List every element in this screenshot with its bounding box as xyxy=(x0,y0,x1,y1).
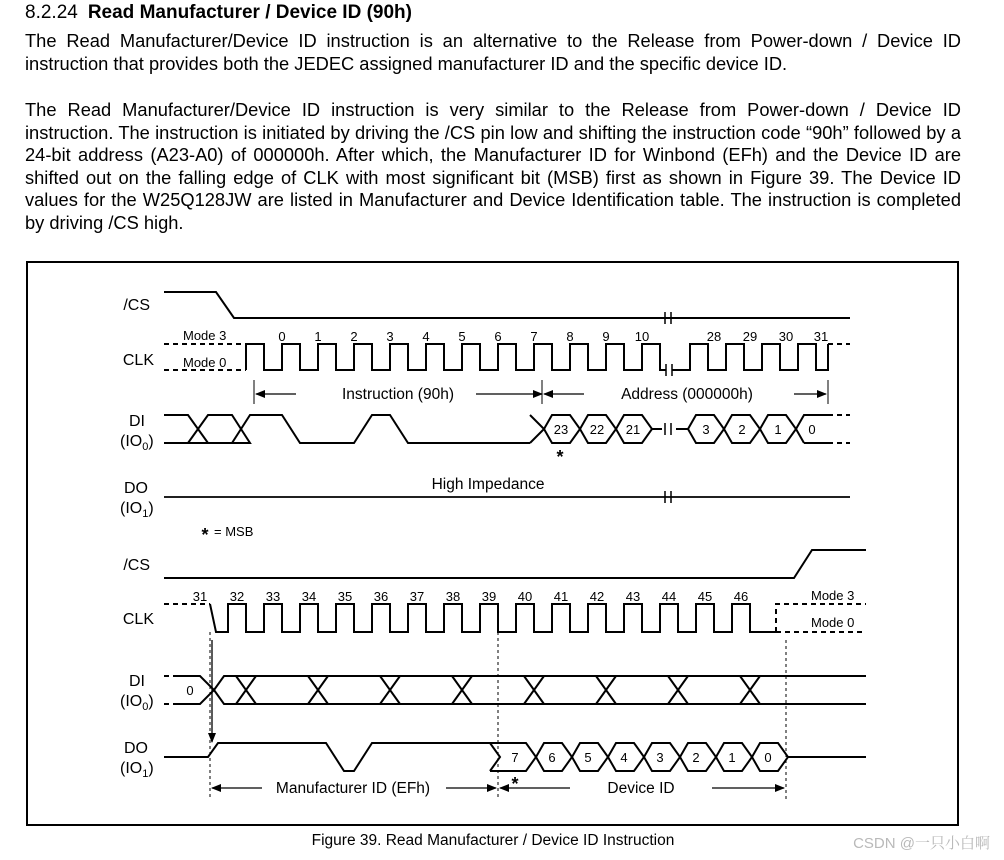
do-bit-value: 1 xyxy=(728,750,736,765)
label-clk-top: CLK xyxy=(122,352,154,369)
clock-number-bottom: 40 xyxy=(517,589,533,604)
mode3-label-bottom: Mode 3 xyxy=(811,588,855,603)
clock-number-bottom: 35 xyxy=(337,589,353,604)
di-top-address-start xyxy=(164,415,545,443)
di-top-dont-care xyxy=(164,415,530,443)
label-cs-top: /CS xyxy=(123,297,150,314)
paragraph-1: The Read Manufacturer/Device ID instruction is an alternative to the Release from Power-down / Device ID instruction that provides both the JEDEC assigned manufacturer ID and the specific device ID. xyxy=(25,30,961,74)
clock-number-top: 2 xyxy=(350,329,358,344)
clock-number-top: 28 xyxy=(706,329,722,344)
clock-number-top: 7 xyxy=(530,329,538,344)
label-cs-bottom: /CS xyxy=(123,557,150,574)
device-id-label: Device ID xyxy=(607,780,675,797)
watermark: CSDN @一只小白啊 xyxy=(853,835,990,852)
clock-number-bottom: 33 xyxy=(265,589,281,604)
clock-number-bottom: 32 xyxy=(229,589,245,604)
clock-number-bottom: 39 xyxy=(481,589,497,604)
di-top-address-cells xyxy=(530,415,828,443)
clock-number-top: 3 xyxy=(386,329,394,344)
label-di-bottom: DI xyxy=(129,673,145,690)
clk-top-waveform-b xyxy=(672,344,828,370)
di-bottom-lead-dashed xyxy=(164,676,178,704)
di-bit-value: 2 xyxy=(738,422,746,437)
di-bit-value: 0 xyxy=(808,422,816,437)
clock-number-bottom: 42 xyxy=(589,589,605,604)
label-do-top: DO xyxy=(124,480,148,497)
clock-number-bottom: 34 xyxy=(301,589,317,604)
instruction-label: Instruction (90h) xyxy=(342,386,454,403)
do-bottom-id-cells xyxy=(490,743,866,771)
break-mark-di xyxy=(665,423,671,435)
cs-bottom-waveform xyxy=(164,550,866,578)
break-mark-clk xyxy=(666,364,672,376)
clk-bottom-waveform xyxy=(210,604,776,632)
clock-number-top: 1 xyxy=(314,329,322,344)
section-number: 8.2.24 xyxy=(25,2,78,23)
di-bottom-waveform xyxy=(178,676,866,704)
label-clk-bottom: CLK xyxy=(122,611,154,628)
label-do-bottom: DO xyxy=(124,740,148,757)
di-bottom-bit-value: 0 xyxy=(186,683,194,698)
address-label: Address (000000h) xyxy=(621,386,753,403)
label-do-bottom-sub: $(IO_1)$ xyxy=(120,760,154,780)
clock-number-top: 31 xyxy=(813,329,829,344)
figure-caption: Figure 39. Read Manufacturer / Device ID Instruction xyxy=(311,832,675,849)
clock-number-bottom: 31 xyxy=(192,589,208,604)
cs-top-waveform xyxy=(164,292,850,318)
di-bit-value: 23 xyxy=(553,422,569,437)
clock-number-bottom: 38 xyxy=(445,589,461,604)
mode0-label-bottom: Mode 0 xyxy=(811,615,855,630)
do-bit-value: 7 xyxy=(511,750,519,765)
clock-number-top: 0 xyxy=(278,329,286,344)
do-bit-value: 3 xyxy=(656,750,664,765)
label-di-top-sub: $(IO_0)$ xyxy=(120,433,154,453)
mode3-label-top: Mode 3 xyxy=(183,328,227,343)
msb-star-top: * xyxy=(556,447,564,467)
clock-number-bottom: 36 xyxy=(373,589,389,604)
clock-number-bottom: 37 xyxy=(409,589,425,604)
clock-number-bottom: 41 xyxy=(553,589,569,604)
clock-number-bottom: 46 xyxy=(733,589,749,604)
msb-note-label: = MSB xyxy=(214,524,254,539)
do-bottom-waveform xyxy=(164,743,490,771)
clock-number-bottom: 45 xyxy=(697,589,713,604)
clock-number-top: 5 xyxy=(458,329,466,344)
label-do-top-sub: $(IO_1)$ xyxy=(120,500,154,520)
paragraph-2: The Read Manufacturer/Device ID instruction is very similar to the Release from Power-down / Device ID instruction. The instruction is initiated by driving the /CS pin low and shifting the instruction code “90h” followed by a 24-bit address (A23-A0) of 000000h. After which, the Manufacturer ID for Winbond (EFh) and the Device ID are shifted out on the falling edge of CLK with most significant bit (MSB) first as shown in Figure 39. The Device ID values for the W25Q128JW are listed in Manufacturer and Device Identification table. The instruction is completed by driving /CS high. xyxy=(25,99,961,233)
clock-number-bottom: 44 xyxy=(661,589,677,604)
di-bit-value: 22 xyxy=(589,422,605,437)
clock-number-bottom: 43 xyxy=(625,589,641,604)
msb-star-note: * xyxy=(201,525,209,545)
msb-star-bottom: * xyxy=(511,774,519,794)
do-bit-value: 2 xyxy=(692,750,700,765)
clock-number-top: 30 xyxy=(778,329,794,344)
do-bit-value: 4 xyxy=(620,750,628,765)
di-bit-value: 3 xyxy=(702,422,710,437)
manufacturer-id-label: Manufacturer ID (EFh) xyxy=(275,780,431,797)
clock-number-top: 10 xyxy=(634,329,650,344)
do-bit-value: 6 xyxy=(548,750,556,765)
high-impedance-label: High Impedance xyxy=(431,476,545,493)
clock-number-top: 29 xyxy=(742,329,758,344)
do-bit-value: 0 xyxy=(764,750,772,765)
clock-number-top: 9 xyxy=(602,329,610,344)
di-bit-value: 1 xyxy=(774,422,782,437)
clock-number-top: 6 xyxy=(494,329,502,344)
label-di-bottom-sub: $(IO_0)$ xyxy=(120,693,154,713)
clk-top-waveform-a xyxy=(246,344,666,370)
clock-number-top: 8 xyxy=(566,329,574,344)
section-title: Read Manufacturer / Device ID (90h) xyxy=(87,2,412,23)
di-top-trailing-dashed xyxy=(828,415,850,443)
do-bit-value: 5 xyxy=(584,750,592,765)
label-di-top: DI xyxy=(129,413,145,430)
di-bit-value: 21 xyxy=(625,422,641,437)
mode0-label-top: Mode 0 xyxy=(183,355,227,370)
clock-number-top: 4 xyxy=(422,329,430,344)
